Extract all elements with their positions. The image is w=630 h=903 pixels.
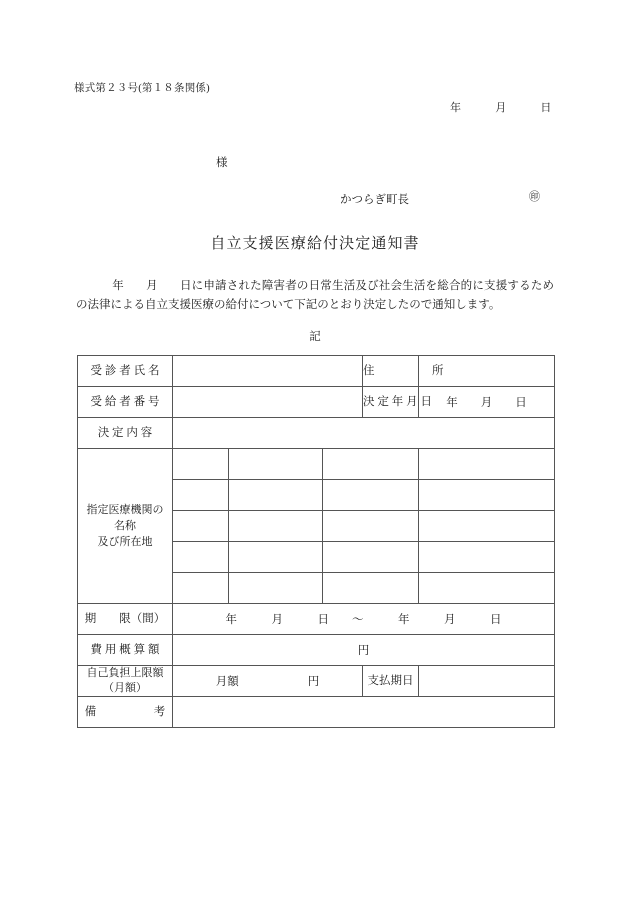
period-label: 期 限（間） <box>78 604 173 635</box>
seal-stamp-icon: ㊞ <box>529 191 540 203</box>
issuer-name: かつらぎ町長 <box>340 194 409 206</box>
self-pay-limit-label-line2: （月額） <box>103 682 147 694</box>
institution-cell-2-4[interactable] <box>419 480 555 511</box>
institution-cell-5-3[interactable] <box>323 573 419 604</box>
table-row-estimated-cost <box>78 635 555 666</box>
table-row-patient-name <box>78 356 555 387</box>
institution-cell-3-1[interactable] <box>173 511 229 542</box>
table-row-decision-content <box>78 418 555 449</box>
ki-marker: 記 <box>309 331 321 343</box>
body-text-line1: 日に申請された障害者の日常生活及び社会生活を総合的に支援する <box>179 280 531 292</box>
institution-label-line1: 指定医療機関の <box>86 504 164 516</box>
institution-cell-4-2[interactable] <box>229 542 323 573</box>
institution-cell-1-3[interactable] <box>323 449 419 480</box>
decision-date-value[interactable]: 年 月 日 <box>419 387 555 418</box>
form-number: 様式第２３号(第１８条関係) <box>74 83 210 94</box>
recipient-number-value[interactable] <box>173 387 363 418</box>
body-text-line2: ための法律による自立支援医療の給付について下記のとおり決定したので通知します。 <box>76 280 555 311</box>
institution-cell-3-3[interactable] <box>323 511 419 542</box>
decision-table <box>77 355 555 728</box>
institution-cell-1-2[interactable] <box>229 449 323 480</box>
decision-content-label: 決 定 内 容 <box>78 418 173 449</box>
institution-cell-3-2[interactable] <box>229 511 323 542</box>
institution-row-1 <box>78 449 555 480</box>
table-row-period <box>78 604 555 635</box>
table-row-remarks <box>78 697 555 728</box>
table-row-self-pay-limit <box>78 666 555 697</box>
decision-content-value[interactable] <box>173 418 555 449</box>
institution-label-line2: 名称 <box>114 520 136 532</box>
institution-cell-2-1[interactable] <box>173 480 229 511</box>
institution-cell-3-4[interactable] <box>419 511 555 542</box>
addressee-honorific: 様 <box>216 157 228 169</box>
period-value[interactable]: 年 月 日 〜 年 月 日 <box>173 604 555 635</box>
issue-date-line: 年 月 日 <box>450 102 552 114</box>
body-paragraph <box>76 277 554 315</box>
institution-cell-4-4[interactable] <box>419 542 555 573</box>
institution-cell-1-4[interactable] <box>419 449 555 480</box>
institution-label <box>78 449 173 604</box>
self-pay-limit-label-line1: 自己負担上限額 <box>86 667 164 679</box>
body-month-label: 月 <box>145 280 158 292</box>
table-row-recipient-number <box>78 387 555 418</box>
remarks-label: 備 考 <box>78 697 173 728</box>
estimated-cost-value[interactable]: 円 <box>173 635 555 666</box>
body-year-label: 年 <box>112 280 124 292</box>
recipient-number-label: 受 給 者 番 号 <box>78 387 173 418</box>
patient-name-value[interactable] <box>173 356 363 387</box>
institution-cell-2-3[interactable] <box>323 480 419 511</box>
institution-cell-5-4[interactable] <box>419 573 555 604</box>
payment-date-label: 支払期日 <box>363 666 419 697</box>
page-title: 自立支援医療給付決定通知書 <box>210 236 420 252</box>
address-label: 住 所 <box>363 356 419 387</box>
decision-date-label: 決 定 年 月 日 <box>363 387 419 418</box>
self-pay-limit-label <box>78 666 173 697</box>
payment-date-value[interactable] <box>419 666 555 697</box>
institution-cell-5-2[interactable] <box>229 573 323 604</box>
remarks-value[interactable] <box>173 697 555 728</box>
estimated-cost-label: 費 用 概 算 額 <box>78 635 173 666</box>
institution-cell-2-2[interactable] <box>229 480 323 511</box>
institution-cell-4-1[interactable] <box>173 542 229 573</box>
institution-label-line3: 及び所在地 <box>97 536 153 548</box>
self-pay-limit-value[interactable]: 月額 円 <box>173 666 363 697</box>
institution-cell-4-3[interactable] <box>323 542 419 573</box>
patient-name-label: 受 診 者 氏 名 <box>78 356 173 387</box>
institution-cell-1-1[interactable] <box>173 449 229 480</box>
institution-cell-5-1[interactable] <box>173 573 229 604</box>
